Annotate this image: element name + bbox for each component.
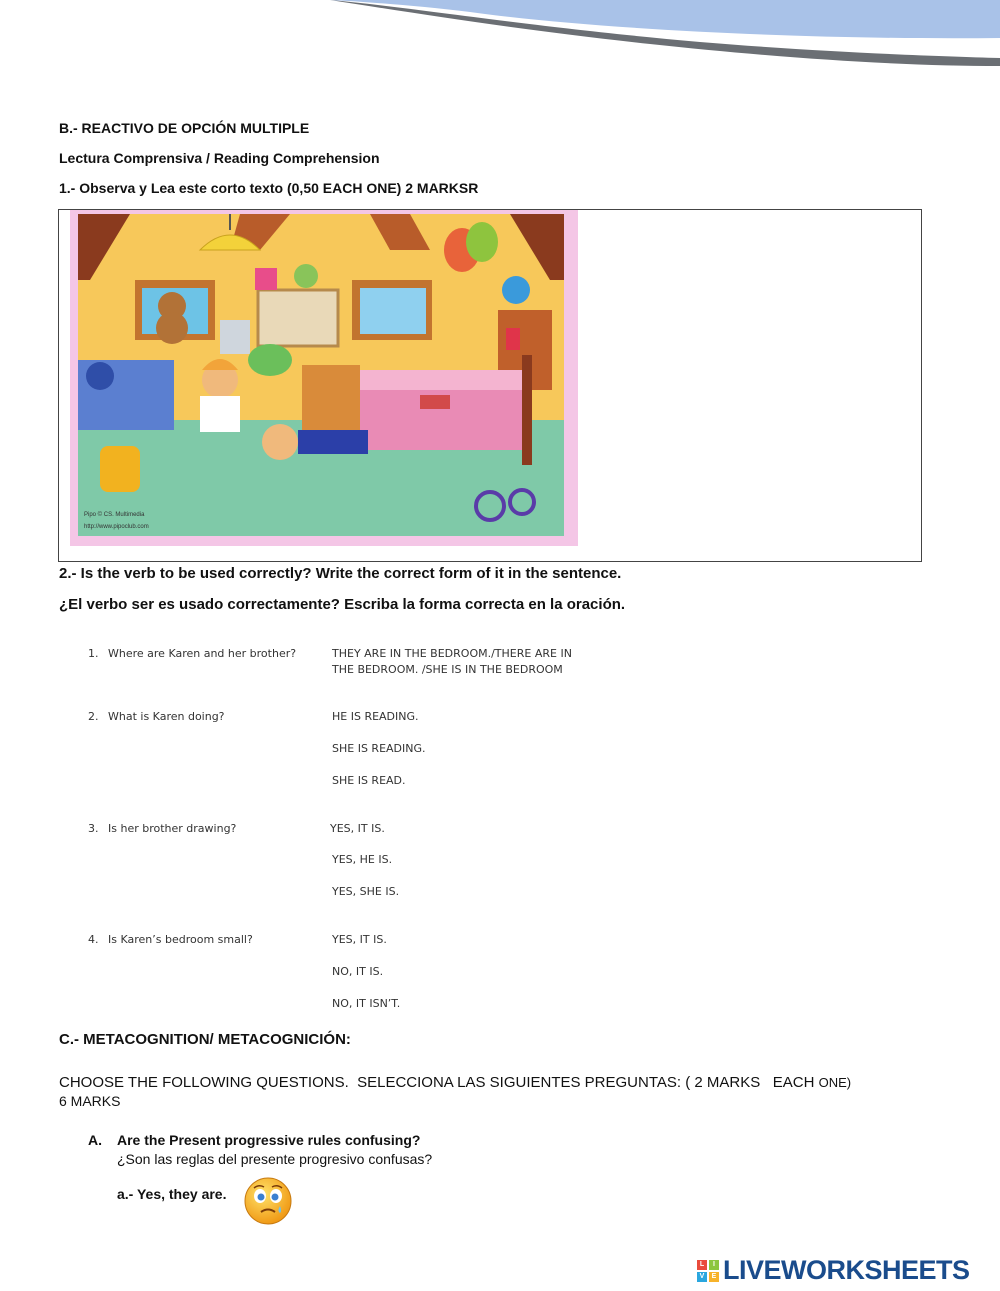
question2-english: 2.- Is the verb to be used correctly? Write the correct form of it in the sentence. (59, 565, 622, 582)
logo-badge-e: E (709, 1272, 719, 1282)
answer-option-2c[interactable]: SHE IS READ. (332, 774, 406, 787)
logo-badge-i: I (709, 1260, 719, 1270)
answer-1-line-2[interactable]: THE BEDROOM. /SHE IS IN THE BEDROOM (332, 663, 563, 676)
answer-option-2b[interactable]: SHE IS READING. (332, 742, 426, 755)
question-2-text: What is Karen doing? (108, 710, 225, 723)
section-c-marks: 6 MARKS (59, 1093, 121, 1109)
header-band (0, 0, 1000, 70)
answer-option-3c[interactable]: YES, SHE IS. (332, 885, 400, 898)
question-3-text: Is her brother drawing? (108, 822, 237, 835)
question-2-number: 2. (88, 710, 99, 723)
question-1-text: Where are Karen and her brother? (108, 647, 297, 660)
item-a-question: Are the Present progressive rules confusing? (117, 1132, 421, 1148)
credit-text-2: http://www.pipoclub.com (84, 524, 149, 530)
section-b-title: B.- REACTIVO DE OPCIÓN MULTIPLE (59, 120, 310, 136)
section-c-instruction-main: CHOOSE THE FOLLOWING QUESTIONS. SELECCIONA LAS SIGUIENTES PREGUNTAS: ( 2 MARKS EACH (59, 1074, 819, 1091)
question-3-number: 3. (88, 822, 99, 835)
answer-option-3b[interactable]: YES, HE IS. (332, 853, 393, 866)
answer-option-4a[interactable]: YES, IT IS. (332, 933, 387, 946)
answer-option-4c[interactable]: NO, IT ISN’T. (332, 997, 401, 1010)
logo-badge-icon (697, 1260, 719, 1282)
item-letter-a: A. (88, 1132, 102, 1148)
section-c-instruction (59, 1074, 851, 1091)
answer-option-3a[interactable]: YES, IT IS. (330, 822, 385, 835)
question-4-number: 4. (88, 933, 99, 946)
question2-spanish: ¿El verbo ser es usado correctamente? Escriba la forma correcta en la oración. (59, 596, 626, 613)
bedroom-illustration (70, 210, 578, 546)
answer-1-line-1[interactable]: THEY ARE IN THE BEDROOM./THERE ARE IN (332, 647, 572, 660)
logo-text: LIVEWORKSHEETS (723, 1255, 970, 1285)
credit-text-1: Pipo © CS. Multimedia (84, 512, 145, 518)
answer-option-4b[interactable]: NO, IT IS. (332, 965, 384, 978)
option-a-yes[interactable]: a.- Yes, they are. (117, 1186, 227, 1202)
section-b-subtitle: Lectura Comprensiva / Reading Comprehension (59, 150, 380, 166)
answer-option-2a[interactable]: HE IS READING. (332, 710, 419, 723)
section-c-instruction-one: ONE) (818, 1075, 852, 1090)
logo-badge-v: V (697, 1272, 707, 1282)
section-b-instruction: 1.- Observa y Lea este corto texto (0,50 EACH ONE) 2 MARKSR (59, 180, 479, 196)
confused-face-icon (242, 1174, 294, 1226)
question-1-number: 1. (88, 647, 99, 660)
question-4-text: Is Karen’s bedroom small? (108, 933, 253, 946)
section-c-title: C.- METACOGNITION/ METACOGNICIÓN: (59, 1031, 351, 1048)
logo-badge-l: L (697, 1260, 707, 1270)
item-a-question-es: ¿Son las reglas del presente progresivo confusas? (117, 1151, 433, 1167)
liveworksheets-logo (697, 1255, 970, 1286)
